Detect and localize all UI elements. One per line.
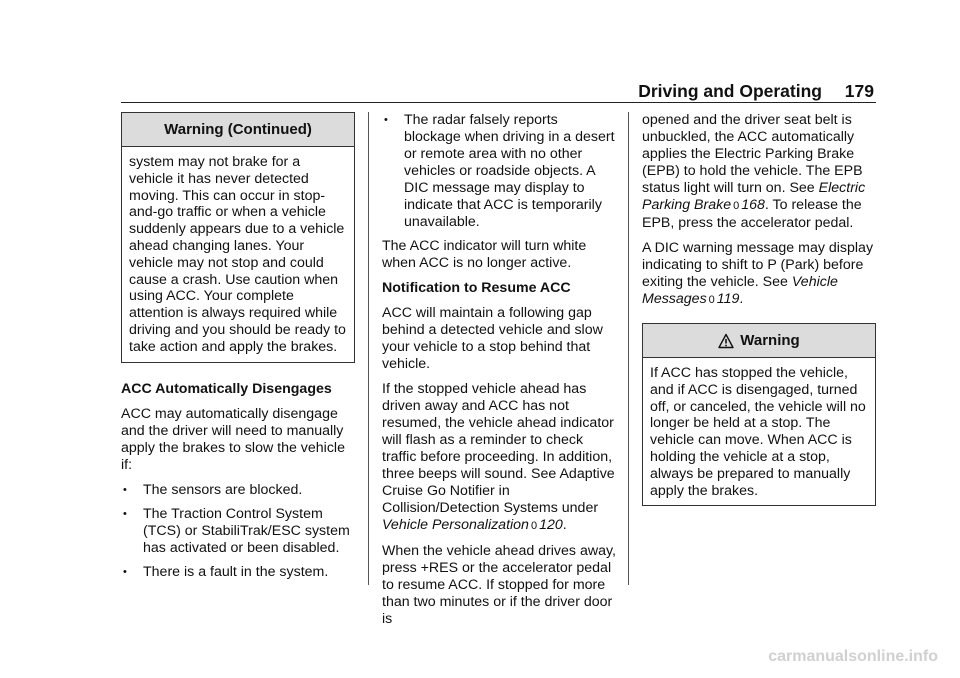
list-item: • The Traction Control System (TCS) or StabiliTrak/ESC system has activated or been disabled.	[121, 506, 355, 557]
page-ref-arrow-icon: 0	[708, 294, 715, 306]
warning-box	[642, 323, 876, 506]
paragraph	[642, 112, 876, 232]
column-1	[121, 112, 355, 588]
subsection-heading: Notification to Resume ACC	[382, 280, 571, 296]
page-reference[interactable]: 120	[539, 517, 563, 533]
list-item: • There is a fault in the system.	[121, 564, 355, 581]
warning-text: If ACC has stopped the vehicle, and if ACC is disengaged, turned off, or canceled, the vehicle will no longer be held at a stop. The vehicle can move. When ACC is holding the vehicle at a stop, always be prepared to manually apply the brakes.	[650, 365, 866, 499]
paragraph: ACC will maintain a following gap behind a detected vehicle and slow your vehicle to a stop behind that vehicle.	[382, 305, 603, 372]
warning-text: system may not brake for a vehicle it has never detected moving. This can occur in stop-and-go traffic or when a vehicle suddenly appears due to a vehicle ahead changing lanes. Your vehicle may not stop and could cause a crash. Use caution when using ACC. Your complete attention is always required while driving and you should be ready to take action and apply the brakes.	[129, 154, 346, 355]
paragraph: ACC may automatically disengage and the driver will need to manually apply the brakes to slow the vehicle if:	[121, 405, 345, 473]
paragraph-end: .	[739, 291, 744, 307]
header-rule	[121, 102, 876, 103]
paragraph-text: A DIC warning message may display indicating to shift to P (Park) before exiting the vehicle. See	[642, 240, 874, 290]
page-reference[interactable]: 119	[716, 291, 740, 307]
cross-reference-link[interactable]: Electric Parking Brake	[642, 180, 866, 213]
cross-reference-link[interactable]: Vehicle Messages	[642, 274, 838, 307]
column-3	[642, 112, 876, 524]
paragraph-end: . To release the EPB, press the accelerator pedal.	[642, 197, 862, 231]
paragraph: The ACC indicator will turn white when ACC is no longer active.	[382, 238, 587, 271]
column-divider-1	[368, 112, 369, 585]
page-number: 179	[844, 81, 874, 101]
warning-header	[643, 324, 875, 358]
paragraph-text: opened and the driver seat belt is unbuckled, the ACC automatically applies the Electric Parking Brake (EPB) to hold the vehicle. The EPB status light will turn on. See	[642, 112, 863, 196]
paragraph: When the vehicle ahead drives away, press +RES or the accelerator pedal to resume ACC. If stopped for more than two minutes or if the driver door is	[382, 543, 616, 627]
cross-reference-link[interactable]: Vehicle Personalization	[382, 517, 529, 533]
watermark: carmanualsonline.info	[768, 648, 938, 665]
warning-box-continued	[121, 112, 355, 363]
page-reference[interactable]: 168	[741, 197, 765, 213]
column-2	[382, 112, 618, 636]
paragraph-text: If the stopped vehicle ahead has driven away and ACC has not resumed, the vehicle ahead indicator will flash as a reminder to check traffic before proceeding. In addition, three beeps will sound. See Adaptive Cruise Go Notifier in Collision/Detection Systems under	[382, 381, 615, 516]
paragraph	[382, 381, 618, 535]
page-ref-arrow-icon: 0	[530, 520, 538, 532]
bullet-list	[121, 482, 355, 581]
warning-title: Warning (Continued)	[122, 113, 354, 147]
subsection-heading: ACC Automatically Disengages	[121, 380, 332, 397]
paragraph	[642, 240, 876, 309]
page-ref-arrow-icon: 0	[733, 200, 740, 212]
list-item: • The sensors are blocked.	[121, 482, 355, 499]
column-divider-2	[628, 112, 629, 585]
warning-title: Warning	[740, 332, 800, 349]
paragraph-end: .	[562, 517, 567, 533]
bullet-list	[382, 112, 618, 231]
section-title: Driving and Operating	[638, 81, 822, 101]
warning-triangle-icon	[718, 333, 734, 349]
list-item: • The radar falsely reports blockage when driving in a desert or remote area with no other vehicles or roadside objects. A DIC message may display to indicate that ACC is temporarily unavailable.	[382, 112, 618, 231]
